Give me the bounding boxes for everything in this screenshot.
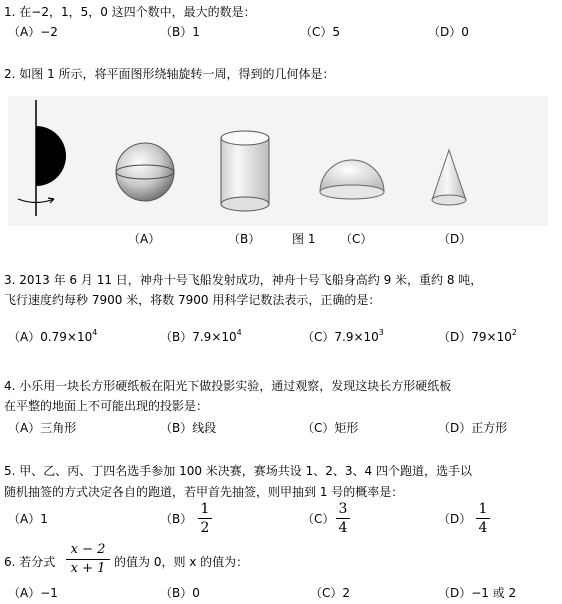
half-disk-shape [18, 100, 66, 216]
q1-option-a: （A）−2 [8, 25, 58, 39]
q1-stem: 1. 在−2，1，5，0 这四个数中，最大的数是： [4, 5, 256, 19]
q5-option-c-numerator: 3 [338, 501, 348, 517]
hemisphere-shape [320, 160, 384, 199]
q6-fraction-denominator: x + 1 [70, 561, 106, 576]
q1-option-c: （C）5 [300, 25, 341, 39]
fraction-bar [336, 518, 350, 519]
q3-line-2: 飞行速度约每秒 7900 米，将数 7900 用科学记数法表示，正确的是： [4, 293, 381, 307]
q3-option-d [438, 329, 517, 345]
figure-label-a: （A） [128, 232, 161, 246]
q3-option-d-base: （D）79×10 [438, 330, 512, 344]
q1-option-d: （D）0 [428, 25, 469, 39]
q5-option-a: （A）1 [8, 512, 48, 526]
q5-option-b-fraction [198, 501, 212, 536]
q3-option-b [160, 329, 242, 345]
q3-option-c [302, 329, 384, 345]
q3-option-c-exponent: 3 [378, 328, 384, 337]
fraction-bar [476, 518, 490, 519]
sphere-shape [116, 143, 174, 201]
q3-option-d-exponent: 2 [511, 328, 517, 337]
q3-option-a [8, 329, 97, 345]
figure-label-b: （B） [228, 232, 261, 246]
q5-option-d-label: （D） [438, 512, 472, 526]
q5-option-d-denominator: 4 [478, 520, 488, 536]
q6-fraction [66, 542, 110, 577]
q4-option-d: （D）正方形 [438, 421, 508, 435]
q5-option-b-label: （B） [160, 512, 193, 526]
q5-option-b-denominator: 2 [200, 520, 210, 536]
q5-option-d-fraction [476, 501, 490, 536]
cylinder-shape [221, 131, 269, 211]
q6-fraction-numerator: x − 2 [70, 542, 106, 557]
q5-option-c-fraction [336, 501, 350, 536]
figure-label-d: （D） [438, 232, 472, 246]
q6-option-a: （A）−1 [8, 586, 58, 600]
q5-option-d-numerator: 1 [478, 501, 488, 517]
figure-1 [8, 96, 548, 226]
fraction-bar [66, 559, 110, 560]
q3-option-a-exponent: 4 [92, 328, 98, 337]
q3-option-b-base: （B）7.9×10 [160, 330, 237, 344]
q4-option-b: （B）线段 [160, 421, 217, 435]
fraction-bar [198, 518, 212, 519]
figure-1-drawing [8, 96, 548, 226]
q3-option-b-exponent: 4 [236, 328, 242, 337]
figure-label-c: （C） [340, 232, 373, 246]
q5-option-c-label: （C） [302, 512, 335, 526]
q3-option-c-base: （C）7.9×10 [302, 330, 379, 344]
q5-line-1: 5. 甲、乙、丙、丁四名选手参加 100 米决赛，赛场共设 1、2、3、4 四个跑道，选手以 [4, 464, 472, 478]
q4-option-a: （A）三角形 [8, 421, 77, 435]
q6-suffix: 的值为 0，则 x 的值为： [114, 555, 249, 569]
q4-line-1: 4. 小乐用一块长方形硬纸板在阳光下做投影实验，通过观察，发现这块长方形硬纸板 [4, 379, 452, 393]
cone-shape [432, 150, 466, 205]
q4-option-c: （C）矩形 [302, 421, 359, 435]
q6-option-d: （D）−1 或 2 [438, 586, 517, 600]
figure-caption: 图 1 [292, 232, 316, 246]
q3-line-1: 3. 2013 年 6 月 11 日，神舟十号飞船发射成功，神舟十号飞船身高约 9 米，重约 8 吨， [4, 273, 483, 287]
q6-option-b: （B）0 [160, 586, 200, 600]
q5-line-2: 随机抽签的方式决定各自的跑道，若甲首先抽签，则甲抽到 1 号的概率是： [4, 485, 404, 499]
q6-prefix: 6. 若分式 [4, 555, 56, 569]
q6-option-c: （C）2 [310, 586, 351, 600]
q4-line-2: 在平整的地面上不可能出现的投影是： [4, 399, 209, 413]
q3-option-a-base: （A）0.79×10 [8, 330, 93, 344]
q5-option-b-numerator: 1 [200, 501, 210, 517]
q2-stem: 2. 如图 1 所示，将平面图形绕轴旋转一周，得到的几何体是： [4, 67, 335, 81]
q1-option-b: （B）1 [160, 25, 200, 39]
q5-option-c-denominator: 4 [338, 520, 348, 536]
